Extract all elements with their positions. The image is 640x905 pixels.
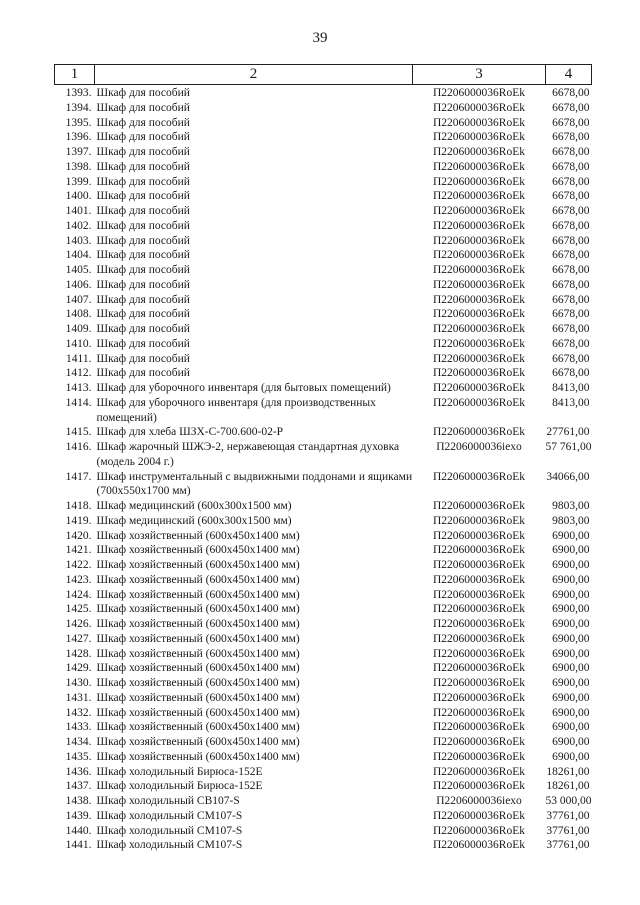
item-code: П2206000036RoEk [433, 323, 525, 335]
table-row [55, 647, 592, 662]
table-row [55, 676, 592, 691]
item-price: 8413,00 [552, 382, 590, 394]
item-price: 6678,00 [552, 323, 590, 335]
table-row [55, 765, 592, 780]
column-header-1: 1 [55, 65, 95, 85]
item-code: П2206000036RoEk [433, 573, 525, 586]
item-price: 6900,00 [552, 721, 590, 734]
item-price: 6678,00 [552, 337, 590, 350]
table-row [55, 352, 592, 367]
item-price: 6900,00 [552, 632, 590, 645]
item-price: 6900,00 [552, 647, 590, 660]
item-price: 6678,00 [552, 101, 590, 114]
item-name: Шкаф для пособий [96, 146, 190, 158]
table-row [55, 440, 592, 470]
item-code: П2206000036RoEk [433, 750, 525, 763]
table-row [55, 824, 592, 839]
item-price: 6900,00 [552, 603, 590, 616]
row-number: 1427. [65, 632, 92, 645]
item-name: Шкаф для хлеба ШЗХ-С-700.600-02-Р [96, 426, 284, 439]
item-price: 6678,00 [552, 249, 590, 262]
item-code: П2206000036RoEk [433, 146, 525, 158]
item-price: 6678,00 [552, 278, 590, 291]
table-row [55, 735, 592, 750]
item-name: Шкаф хозяйственный (600x450x1400 мм) [96, 750, 300, 763]
item-name: Шкаф для уборочного инвентаря (для производственных помещений) [96, 396, 376, 424]
item-name: Шкаф хозяйственный (600x450x1400 мм) [96, 706, 300, 719]
item-code: П2206000036RoEk [433, 264, 525, 276]
item-code: П2206000036RoEk [433, 382, 525, 394]
item-code: П2206000036RoEk [433, 691, 525, 704]
item-price: 6678,00 [552, 160, 590, 173]
item-code: П2206000036RoEk [433, 500, 525, 512]
column-header-3: 3 [413, 65, 546, 85]
item-code: П2206000036RoEk [433, 824, 525, 837]
row-number: 1417. [65, 470, 92, 483]
row-number: 1412. [65, 367, 92, 380]
row-number: 1437. [65, 780, 92, 793]
table-row [55, 794, 592, 809]
row-number: 1420. [65, 529, 92, 542]
table-row [55, 145, 592, 160]
item-name: Шкаф для пособий [96, 234, 190, 247]
table-row [55, 204, 592, 219]
table-row [55, 602, 592, 617]
item-name: Шкаф инструментальный с выдвижными поддонами и ящиками (700x550x1700 мм) [96, 470, 413, 498]
table-row [55, 558, 592, 573]
item-name: Шкаф для пособий [96, 131, 190, 144]
item-code: П2206000036RoEk [433, 662, 525, 675]
row-number: 1419. [65, 514, 92, 527]
column-header-4: 4 [546, 65, 592, 85]
table-row [55, 116, 592, 131]
table-row [55, 470, 592, 500]
table-row [55, 750, 592, 765]
item-code: П2206000036iexo [436, 441, 522, 453]
item-price: 53 000,00 [545, 795, 592, 807]
item-code: П2206000036RoEk [433, 337, 525, 350]
item-name: Шкаф для пособий [96, 205, 190, 217]
row-number: 1438. [65, 795, 92, 807]
table-row [55, 499, 592, 514]
item-code: П2206000036RoEk [433, 559, 525, 571]
table-row [55, 189, 592, 204]
row-number: 1426. [65, 618, 92, 630]
row-number: 1402. [65, 219, 92, 232]
item-name: Шкаф холодильный СМ107-S [96, 839, 243, 852]
row-number: 1413. [65, 382, 92, 394]
item-price: 6900,00 [552, 706, 590, 719]
item-price: 6678,00 [552, 131, 590, 144]
item-price: 6900,00 [552, 662, 590, 675]
table-row [55, 588, 592, 603]
item-code: П2206000036RoEk [433, 278, 525, 291]
row-number: 1432. [65, 706, 92, 719]
table-row [55, 514, 592, 529]
table-row [55, 529, 592, 544]
item-name: Шкаф холодильный СМ107-S [96, 824, 243, 837]
row-number: 1429. [65, 662, 92, 675]
row-number: 1430. [65, 677, 92, 689]
table-row [55, 234, 592, 249]
row-number: 1401. [65, 205, 92, 217]
item-code: П2206000036RoEk [433, 765, 525, 778]
row-number: 1411. [66, 352, 92, 365]
row-number: 1431. [65, 691, 92, 704]
row-number: 1433. [65, 721, 92, 734]
table-row [55, 160, 592, 175]
item-price: 6678,00 [552, 352, 590, 365]
table-row [55, 706, 592, 721]
table-row [55, 809, 592, 824]
table-row [55, 322, 592, 337]
row-number: 1415. [65, 426, 92, 439]
item-code: П2206000036RoEk [433, 234, 525, 247]
item-price: 6900,00 [552, 573, 590, 586]
item-code: П2206000036RoEk [433, 367, 525, 380]
row-number: 1398. [65, 160, 92, 173]
item-name: Шкаф холодильный Бирюса-152Е [96, 780, 263, 793]
page-number: 39 [312, 30, 328, 46]
item-name: Шкаф холодильный СМ107-S [96, 809, 243, 822]
item-price: 6900,00 [552, 544, 590, 557]
item-code: П2206000036RoEk [433, 426, 525, 439]
item-name: Шкаф хозяйственный (600x450x1400 мм) [96, 721, 300, 734]
row-number: 1436. [65, 765, 92, 778]
header-row [55, 65, 592, 85]
item-code: П2206000036RoEk [433, 809, 525, 822]
row-number: 1424. [65, 588, 92, 601]
item-name: Шкаф для пособий [96, 337, 190, 350]
row-number: 1435. [65, 750, 92, 763]
item-price: 6678,00 [552, 190, 590, 203]
item-code: П2206000036RoEk [433, 470, 525, 483]
table-row [55, 278, 592, 293]
item-name: Шкаф для пособий [96, 308, 190, 321]
row-number: 1393. [65, 87, 92, 99]
item-name: Шкаф для пособий [96, 249, 190, 262]
item-code: П2206000036RoEk [433, 205, 525, 217]
row-number: 1409. [65, 323, 92, 335]
row-number: 1414. [65, 396, 92, 409]
item-price: 6900,00 [552, 529, 590, 542]
item-name: Шкаф для уборочного инвентаря (для бытовых помещений) [96, 382, 391, 394]
table-row [55, 293, 592, 308]
item-price: 18261,00 [546, 765, 590, 778]
item-name: Шкаф для пособий [96, 352, 190, 365]
row-number: 1400. [65, 190, 92, 203]
item-name: Шкаф медицинский (600x300x1500 мм) [96, 514, 292, 527]
item-name: Шкаф для пособий [96, 190, 190, 203]
item-code: П2206000036RoEk [433, 293, 525, 306]
row-number: 1405. [65, 264, 92, 276]
table-row [55, 396, 592, 426]
table-row [55, 632, 592, 647]
item-name: Шкаф для пособий [96, 160, 190, 173]
row-number: 1422. [65, 559, 92, 571]
row-number: 1434. [65, 736, 92, 748]
item-name: Шкаф хозяйственный (600x450x1400 мм) [96, 588, 300, 601]
item-code: П2206000036RoEk [433, 706, 525, 719]
row-number: 1441. [65, 839, 92, 852]
item-name: Шкаф для пособий [96, 293, 190, 306]
item-code: П2206000036RoEk [433, 736, 525, 748]
item-price: 9803,00 [552, 514, 590, 527]
item-name: Шкаф хозяйственный (600x450x1400 мм) [96, 647, 300, 660]
item-code: П2206000036RoEk [433, 116, 525, 129]
row-number: 1403. [65, 234, 92, 247]
item-code: П2206000036RoEk [433, 529, 525, 542]
item-price: 6900,00 [552, 559, 590, 571]
item-code: П2206000036RoEk [433, 396, 525, 409]
table-row [55, 381, 592, 396]
item-code: П2206000036RoEk [433, 190, 525, 203]
table-row [55, 543, 592, 558]
table-row [55, 85, 592, 101]
item-price: 6900,00 [552, 677, 590, 689]
table-row [55, 307, 592, 322]
item-code: П2206000036RoEk [433, 160, 525, 173]
row-number: 1440. [65, 824, 92, 837]
item-price: 6678,00 [552, 146, 590, 158]
item-price: 6678,00 [552, 219, 590, 232]
item-name: Шкаф для пособий [96, 219, 190, 232]
table-row [55, 130, 592, 145]
item-code: П2206000036RoEk [433, 677, 525, 689]
row-number: 1407. [65, 293, 92, 306]
table-row [55, 617, 592, 632]
item-code: П2206000036RoEk [433, 544, 525, 557]
item-name: Шкаф жарочный ШЖЭ-2, нержавеющая стандартная духовка (модель 2004 г.) [96, 441, 400, 468]
item-code: П2206000036RoEk [433, 647, 525, 660]
item-price: 18261,00 [546, 780, 590, 793]
item-code: П2206000036RoEk [433, 514, 525, 527]
item-price: 34066,00 [546, 470, 590, 483]
item-price: 57 761,00 [545, 441, 592, 453]
item-name: Шкаф холодильный Бирюса-152Е [96, 765, 263, 778]
table-row [55, 425, 592, 440]
item-code: П2206000036RoEk [433, 618, 525, 630]
item-code: П2206000036RoEk [433, 219, 525, 232]
item-code: П2206000036RoEk [433, 131, 525, 144]
item-name: Шкаф хозяйственный (600x450x1400 мм) [96, 603, 300, 616]
item-code: П2206000036iexo [436, 795, 522, 807]
item-code: П2206000036RoEk [433, 87, 525, 99]
item-code: П2206000036RoEk [433, 101, 525, 114]
item-code: П2206000036RoEk [433, 721, 525, 734]
item-price: 37761,00 [546, 809, 590, 822]
table-row [55, 101, 592, 116]
item-name: Шкаф для пособий [96, 323, 190, 335]
item-name: Шкаф для пособий [96, 175, 190, 188]
item-name: Шкаф для пособий [96, 87, 190, 99]
item-name: Шкаф хозяйственный (600x450x1400 мм) [96, 632, 300, 645]
item-code: П2206000036RoEk [433, 249, 525, 262]
table-row [55, 720, 592, 735]
row-number: 1397. [65, 146, 92, 158]
row-number: 1416. [65, 441, 92, 453]
item-name: Шкаф хозяйственный (600x450x1400 мм) [96, 559, 300, 571]
row-number: 1428. [65, 647, 92, 660]
table-row [55, 661, 592, 676]
item-name: Шкаф для пособий [96, 264, 190, 276]
inventory-table [54, 64, 592, 853]
row-number: 1418. [65, 500, 92, 512]
row-number: 1410. [65, 337, 92, 350]
item-name: Шкаф холодильный СВ107-S [96, 795, 240, 807]
table-row [55, 219, 592, 234]
row-number: 1406. [65, 278, 92, 291]
item-name: Шкаф хозяйственный (600x450x1400 мм) [96, 662, 300, 675]
item-name: Шкаф хозяйственный (600x450x1400 мм) [96, 544, 300, 557]
table-row [55, 573, 592, 588]
table-row [55, 691, 592, 706]
row-number: 1425. [65, 603, 92, 616]
table-header [55, 65, 592, 85]
item-name: Шкаф для пособий [96, 116, 190, 129]
item-name: Шкаф хозяйственный (600x450x1400 мм) [96, 618, 300, 630]
table-row [55, 337, 592, 352]
table-row [55, 779, 592, 794]
item-name: Шкаф хозяйственный (600x450x1400 мм) [96, 573, 300, 586]
column-header-2: 2 [95, 65, 413, 85]
table-row [55, 175, 592, 190]
item-name: Шкаф хозяйственный (600x450x1400 мм) [96, 691, 300, 704]
item-price: 9803,00 [552, 500, 590, 512]
item-name: Шкаф для пособий [96, 278, 190, 291]
item-price: 6900,00 [552, 588, 590, 601]
row-number: 1399. [65, 175, 92, 188]
row-number: 1404. [65, 249, 92, 262]
item-code: П2206000036RoEk [433, 632, 525, 645]
item-price: 6678,00 [552, 87, 590, 99]
row-number: 1439. [65, 809, 92, 822]
table-body [55, 85, 592, 854]
table-row [55, 263, 592, 278]
item-price: 37761,00 [546, 824, 590, 837]
item-price: 6678,00 [552, 116, 590, 129]
item-price: 6678,00 [552, 293, 590, 306]
item-code: П2206000036RoEk [433, 603, 525, 616]
item-code: П2206000036RoEk [433, 780, 525, 793]
row-number: 1421. [65, 544, 92, 557]
item-name: Шкаф для пособий [96, 101, 190, 114]
item-name: Шкаф хозяйственный (600x450x1400 мм) [96, 736, 300, 748]
item-name: Шкаф хозяйственный (600x450x1400 мм) [96, 529, 300, 542]
item-price: 6900,00 [552, 736, 590, 748]
row-number: 1423. [65, 573, 92, 586]
item-code: П2206000036RoEk [433, 308, 525, 321]
row-number: 1396. [65, 131, 92, 144]
row-number: 1395. [65, 116, 92, 129]
item-price: 6678,00 [552, 308, 590, 321]
item-price: 37761,00 [546, 839, 590, 852]
item-price: 6678,00 [552, 175, 590, 188]
item-name: Шкаф хозяйственный (600x450x1400 мм) [96, 677, 300, 689]
item-code: П2206000036RoEk [433, 839, 525, 852]
item-code: П2206000036RoEk [433, 588, 525, 601]
item-price: 8413,00 [552, 396, 590, 409]
table-row [55, 366, 592, 381]
item-code: П2206000036RoEk [433, 175, 525, 188]
row-number: 1394. [65, 101, 92, 114]
item-price: 6900,00 [552, 691, 590, 704]
item-price: 6678,00 [552, 264, 590, 276]
item-price: 27761,00 [546, 426, 590, 439]
row-number: 1408. [65, 308, 92, 321]
item-price: 6678,00 [552, 234, 590, 247]
item-price: 6678,00 [552, 205, 590, 217]
item-price: 6900,00 [552, 618, 590, 630]
item-code: П2206000036RoEk [433, 352, 525, 365]
item-name: Шкаф медицинский (600x300x1500 мм) [96, 500, 292, 512]
item-price: 6900,00 [552, 750, 590, 763]
table-row [55, 248, 592, 263]
item-price: 6678,00 [552, 367, 590, 380]
table-row [55, 838, 592, 853]
item-name: Шкаф для пособий [96, 367, 190, 380]
